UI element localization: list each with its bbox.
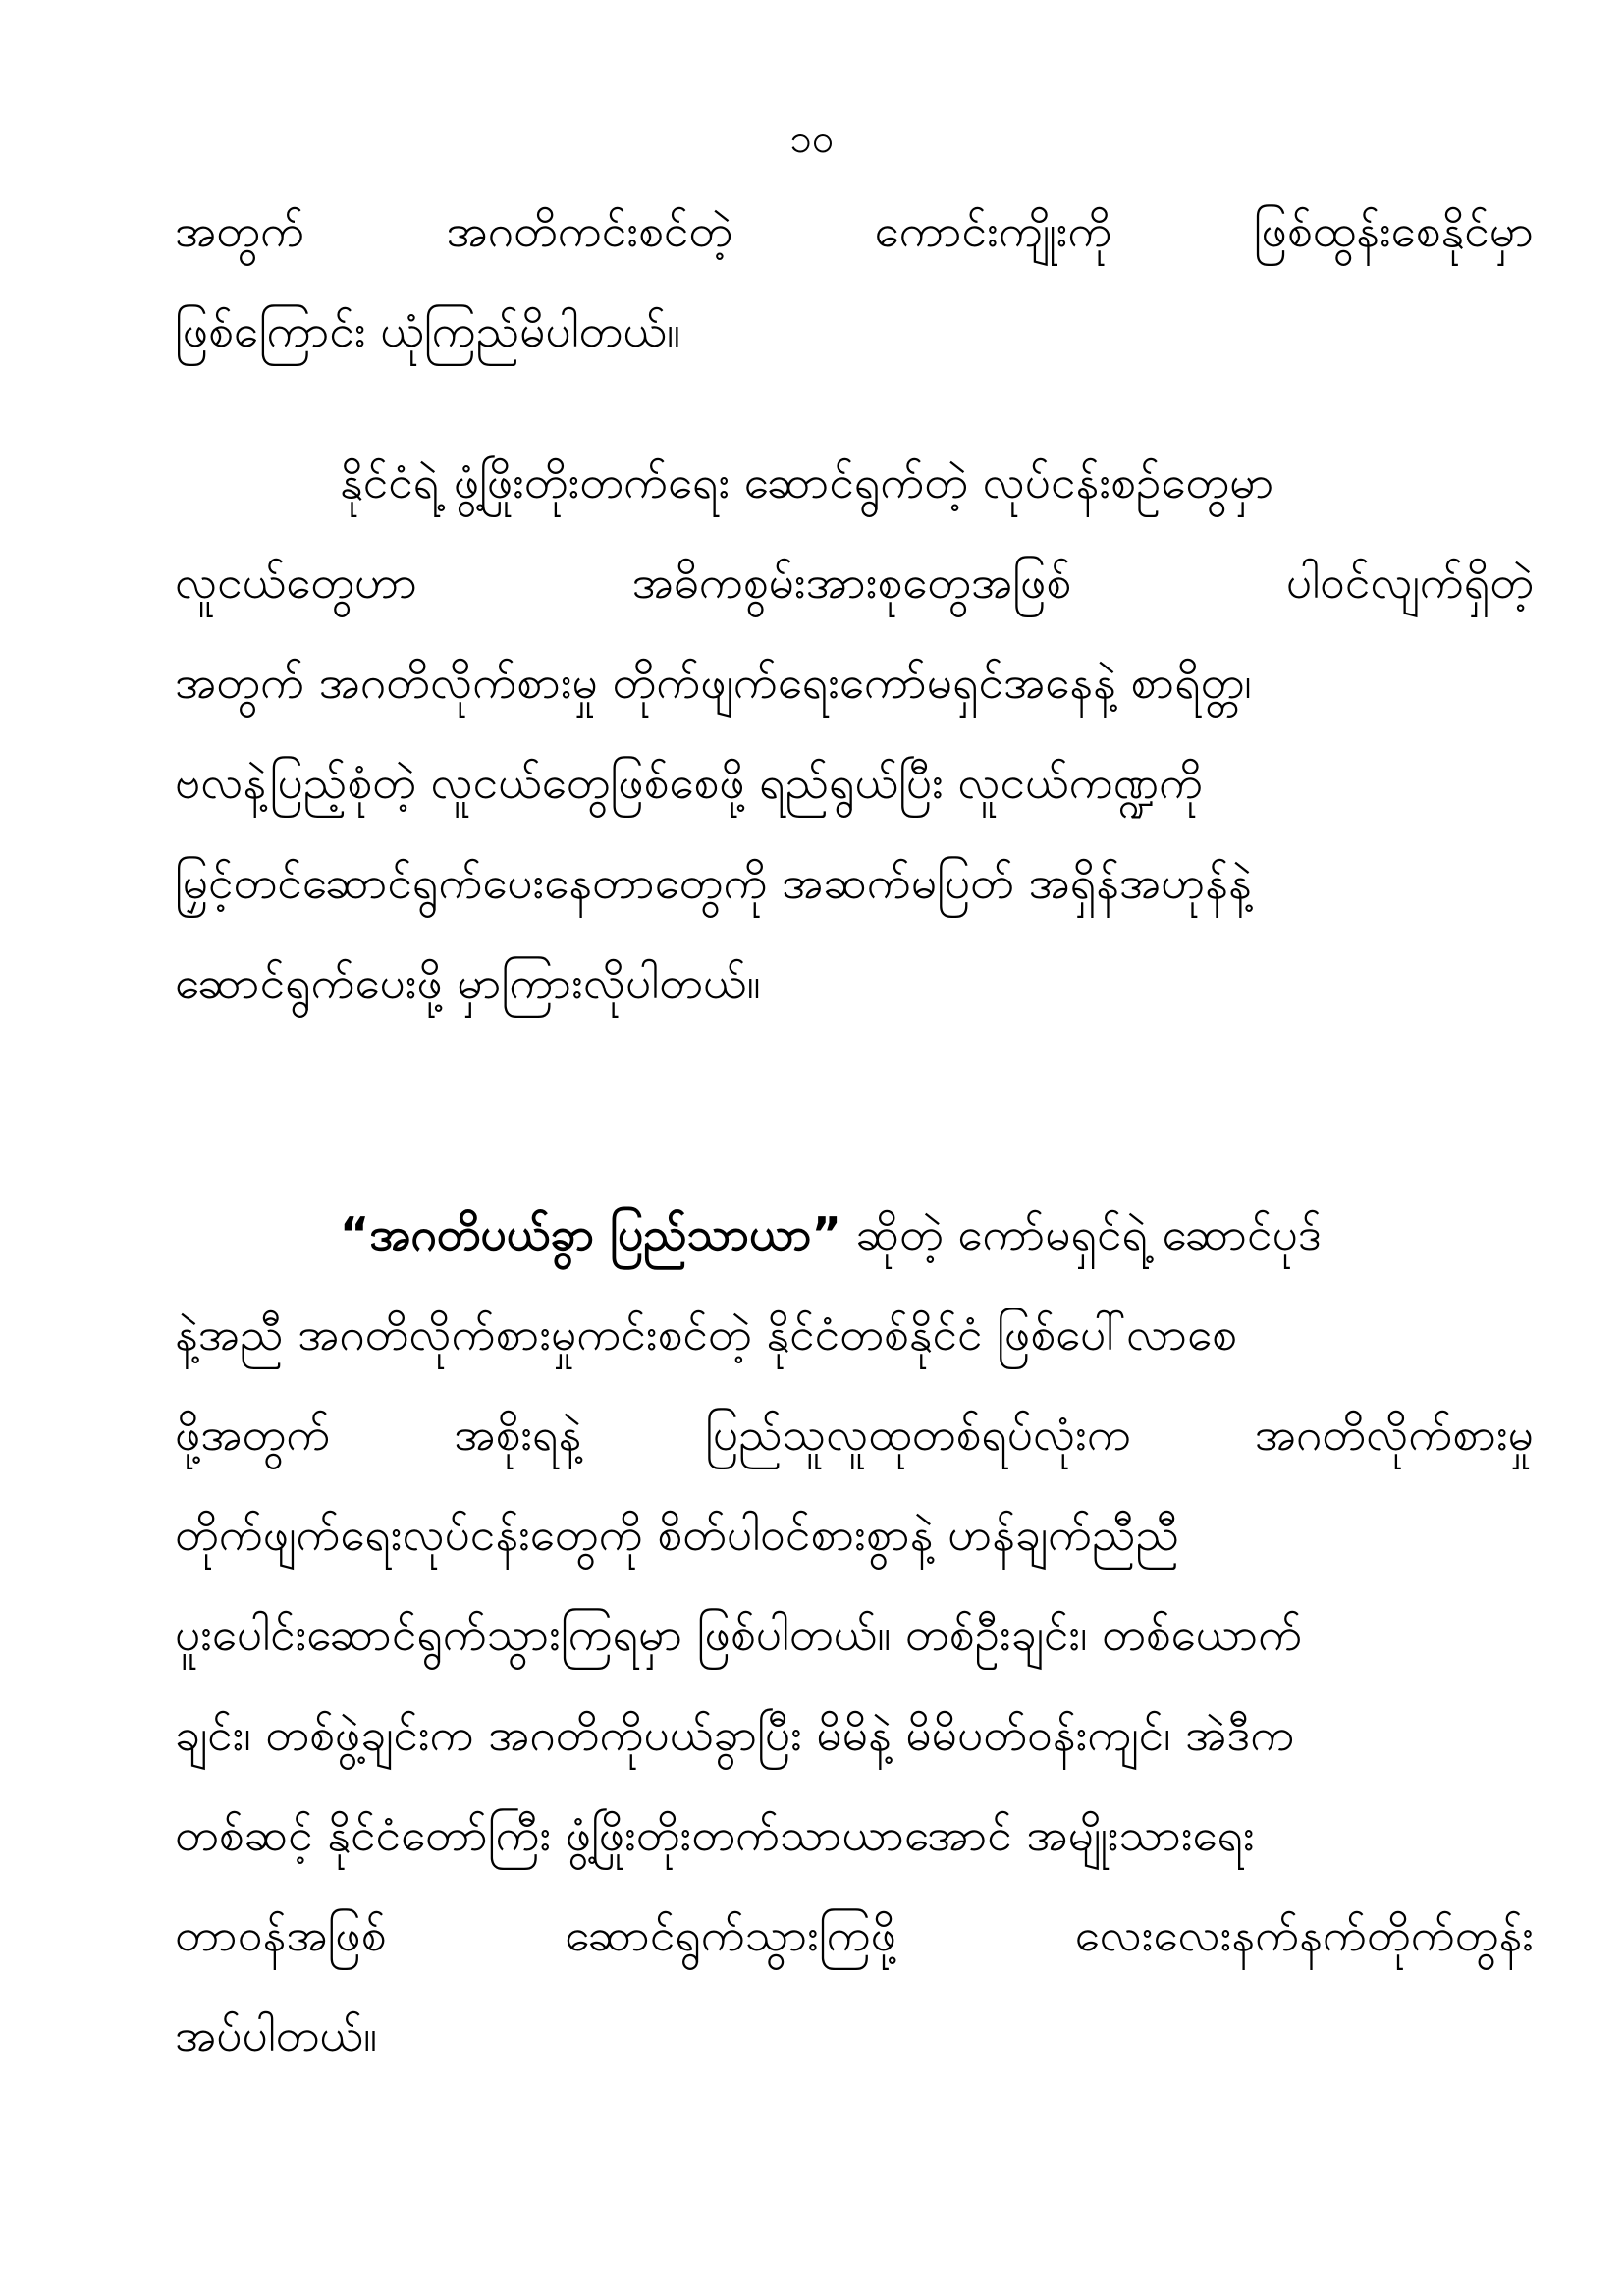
paragraph-2 bbox=[175, 432, 1534, 1033]
word: အစိုးရနဲ့ bbox=[454, 1408, 582, 1461]
text-line: ချင်း၊ တစ်ဖွဲ့ချင်းက အဂတိကိုပယ်ခွာပြီး မိမိနဲ့ မိမိပတ်ဝန်းကျင်၊ အဲဒီက bbox=[175, 1708, 1295, 1761]
word: လေးလေးနက်နက်တိုက်တွန်း bbox=[1074, 1908, 1534, 1961]
word: ဖြစ်ထွန်းစေနိုင်မှာ bbox=[1253, 204, 1534, 257]
word: ဆောင်ရွက်သွားကြဖို့ bbox=[565, 1908, 896, 1961]
text-line: ဗလနဲ့ပြည့်စုံတဲ့ လူငယ်တွေဖြစ်စေဖို့ ရည်ရွယ်ပြီး လူငယ်ကဏ္ဍကို bbox=[175, 756, 1204, 809]
word: ဖို့အတွက် bbox=[175, 1408, 331, 1461]
paragraph-1 bbox=[175, 181, 1534, 381]
text-line: နဲ့အညီ အဂတိလိုက်စားမှုကင်းစင်တဲ့ နိုင်ငံတစ်နိုင်ငံ ဖြစ်ပေါ်လာစေ bbox=[175, 1308, 1237, 1361]
text-line: ဖြစ်ကြောင်း ယုံကြည်မိပါတယ်။ bbox=[175, 304, 680, 357]
slogan-continuation: ဆိုတဲ့ ကော်မရှင်ရဲ့ ဆောင်ပုဒ် bbox=[855, 1207, 1322, 1260]
text-line: မြှင့်တင်ဆောင်ရွက်ပေးနေတာတွေကို အဆက်မပြတ် အရှိန်အဟုန်နဲ့ bbox=[175, 856, 1252, 909]
text-line bbox=[175, 181, 1534, 281]
word: ပြည်သူလူထုတစ်ရပ်လုံးက bbox=[705, 1408, 1131, 1461]
text-line bbox=[175, 532, 1534, 632]
text-line bbox=[175, 1184, 1534, 1284]
page-number: ၁၀ bbox=[789, 117, 835, 162]
word: အတွက် bbox=[175, 204, 305, 257]
text-line bbox=[175, 1885, 1534, 1985]
word: အဂတိလိုက်စားမှု bbox=[1254, 1408, 1534, 1461]
text-line: အတွက် အဂတိလိုက်စားမှု တိုက်ဖျက်ရေးကော်မရှင်အနေနဲ့ စာရိတ္တ၊ bbox=[175, 656, 1252, 709]
text-line: တိုက်ဖျက်ရေးလုပ်ငန်းတွေကို စိတ်ပါဝင်စားစွာနဲ့ ဟန်ချက်ညီညီ bbox=[175, 1508, 1180, 1561]
word: ကောင်းကျိုးကို bbox=[874, 204, 1112, 257]
word: အဂတိကင်းစင်တဲ့ bbox=[446, 204, 733, 257]
word: အဓိကစွမ်းအားစုတွေအဖြစ် bbox=[631, 556, 1072, 609]
word: လူငယ်တွေဟာ bbox=[175, 556, 417, 609]
text-line: ပူးပေါင်းဆောင်ရွက်သွားကြရမှာ ဖြစ်ပါတယ်။ တစ်ဦးချင်း၊ တစ်ယောက် bbox=[175, 1608, 1303, 1661]
word: တာဝန်အဖြစ် bbox=[175, 1908, 387, 1961]
text-line: နိုင်ငံရဲ့ ဖွံ့ဖြိုးတိုးတက်ရေး ဆောင်ရွက်တဲ့ လုပ်ငန်းစဉ်တွေမှာ bbox=[340, 455, 1274, 508]
paragraph-3 bbox=[175, 1184, 1534, 2085]
slogan: “အဂတိပယ်ခွာ ပြည်သာယာ” bbox=[340, 1207, 841, 1260]
text-line: အပ်ပါတယ်။ bbox=[175, 2008, 378, 2061]
word: ပါဝင်လျက်ရှိတဲ့ bbox=[1285, 556, 1534, 609]
text-line: တစ်ဆင့် နိုင်ငံတော်ကြီး ဖွံ့ဖြိုးတိုးတက်သာယာအောင် အမျိုးသားရေး bbox=[175, 1808, 1255, 1861]
text-line: ဆောင်ရွက်ပေးဖို့ မှာကြားလိုပါတယ်။ bbox=[175, 956, 761, 1009]
text-line bbox=[175, 1384, 1534, 1484]
